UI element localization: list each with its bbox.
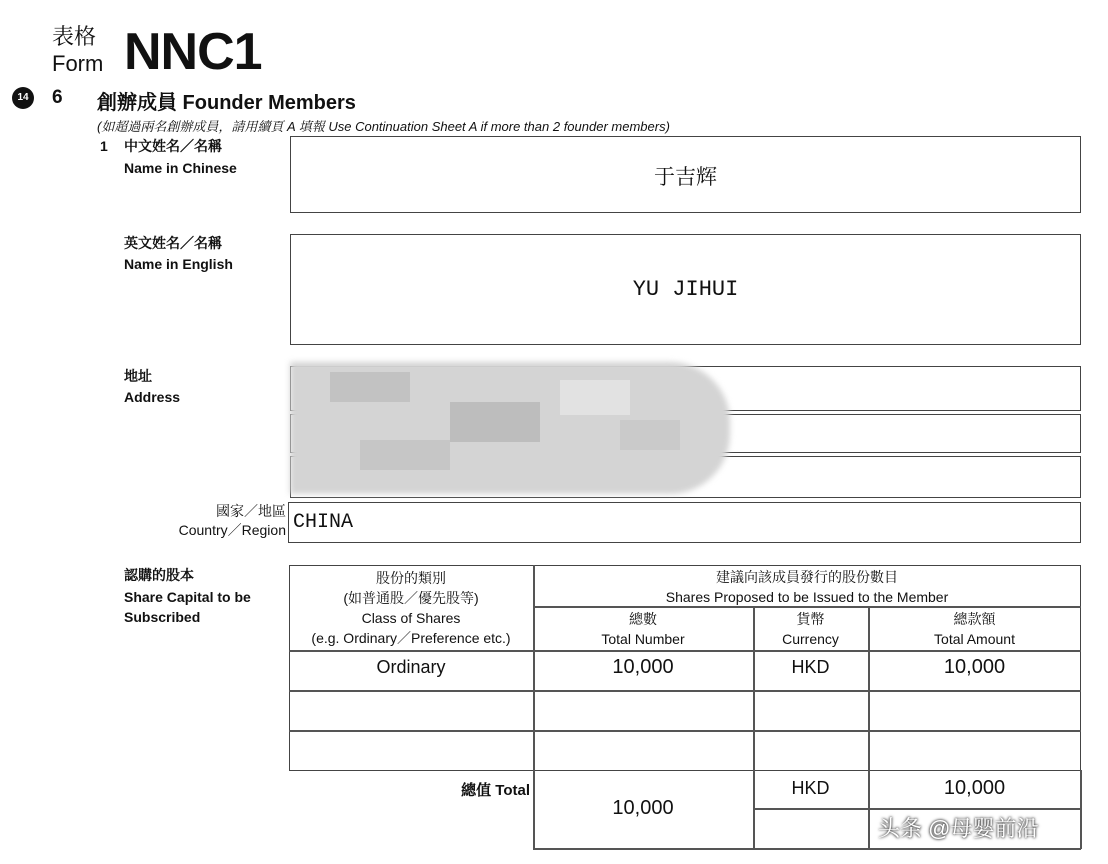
share-capital-label-en-2: Subscribed [124, 609, 201, 625]
form-label-zh: 表格 [52, 24, 97, 49]
name-zh-label-en: Name in Chinese [124, 160, 237, 176]
row-number: 10,000 [612, 656, 674, 678]
row-class: Ordinary [376, 657, 446, 677]
currency-header [753, 609, 868, 649]
address-label-zh: 地址 [124, 368, 152, 384]
total-number-header-zh: 總數 [629, 611, 657, 627]
proposed-header-en: Shares Proposed to be Issued to the Member [665, 589, 949, 605]
total-amount-value: 10,000 [943, 777, 1006, 799]
total-number-header [533, 609, 753, 649]
member-index: 1 [100, 138, 108, 154]
currency-header-en: Currency [782, 631, 839, 647]
total-amount-header-en: Total Amount [934, 631, 1015, 647]
class-header [289, 568, 533, 648]
share-capital-label-zh: 認購的股本 [124, 567, 194, 583]
country-label-zh: 國家／地區 [216, 503, 286, 519]
share-capital-label-en-1: Share Capital to be [124, 589, 251, 605]
proposed-header [533, 567, 1081, 607]
name-en-label-en: Name in English [124, 256, 233, 272]
watermark: 头条 @母婴前沿 [878, 816, 1039, 841]
total-amount-header [868, 609, 1081, 649]
section-number: 6 [52, 87, 63, 108]
form-code: NNC1 [124, 23, 262, 81]
class-header-en-1: Class of Shares [361, 610, 461, 626]
proposed-header-zh: 建議向該成員發行的股份數目 [716, 569, 898, 585]
name-chinese-field[interactable] [290, 136, 1081, 213]
form-label-en: Form [52, 51, 104, 76]
name-chinese-value: 于吉辉 [654, 166, 717, 189]
class-header-en-2: (e.g. Ordinary／Preference etc.) [311, 630, 511, 646]
total-number-header-en: Total Number [601, 631, 685, 647]
name-english-value: YU JIHUI [632, 277, 739, 302]
section-note: (如超過兩名創辦成員，請用續頁 A 填報 Use Continuation Sheet A if more than 2 founder members) [97, 119, 670, 134]
name-zh-label-zh: 中文姓名／名稱 [124, 138, 222, 154]
name-english-field[interactable] [290, 234, 1081, 345]
currency-header-zh: 貨幣 [796, 611, 825, 627]
class-header-zh-1: 股份的類別 [376, 570, 446, 586]
total-currency-value: HKD [791, 778, 830, 798]
country-label-en: Country／Region [178, 522, 286, 538]
section-title: 創辦成員 Founder Members [97, 92, 356, 114]
row-currency: HKD [791, 657, 830, 677]
section-badge: 14 [12, 87, 34, 109]
total-amount-header-zh: 總款額 [953, 611, 996, 627]
total-label: 總值 Total [461, 782, 530, 799]
row-amount: 10,000 [943, 656, 1006, 678]
class-header-zh-2: (如普通股／優先股等) [343, 590, 479, 606]
name-en-label-zh: 英文姓名／名稱 [124, 235, 222, 251]
country-value: CHINA [293, 511, 354, 534]
country-field[interactable] [288, 502, 1081, 543]
address-label-en: Address [124, 389, 181, 405]
total-number-value: 10,000 [612, 797, 674, 819]
